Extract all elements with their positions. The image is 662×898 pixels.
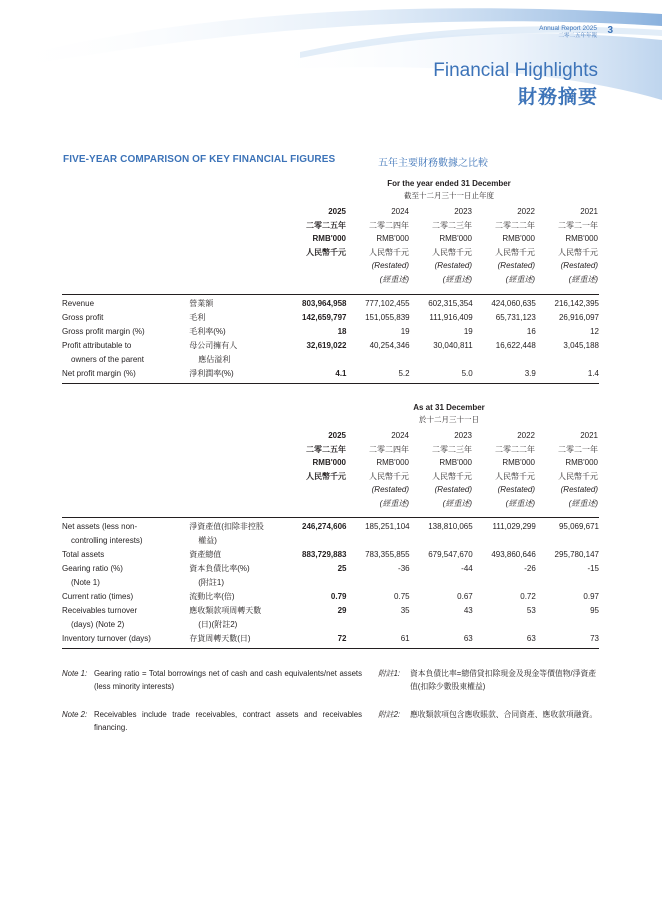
row-label-zh <box>189 339 297 367</box>
cell-2023: 43 <box>463 606 473 615</box>
column-header-restated-zh: (經重述) <box>379 498 409 508</box>
row-label-en-line2: (Note 1) <box>71 578 100 587</box>
cell-2021: 95 <box>590 606 599 615</box>
column-header-2024 <box>369 429 409 511</box>
cell-2021: 0.97 <box>583 592 599 601</box>
cell-2021: 26,916,097 <box>558 313 599 322</box>
cell-2022: 3.9 <box>473 367 536 384</box>
row-label-zh-line1: 應收類款項周轉天數 <box>189 606 262 615</box>
cell-2022: 16,622,448 <box>495 341 536 350</box>
row-label-en-line1: Revenue <box>62 299 95 308</box>
column-header-unit-zh: 人民幣千元 <box>558 247 598 257</box>
row-label-zh <box>189 325 297 339</box>
row-label-en <box>62 311 189 325</box>
cell-2022: 63 <box>473 632 536 649</box>
cell-2023: 0.67 <box>457 592 473 601</box>
row-label-en <box>62 548 189 562</box>
column-header-years: 2023 <box>454 207 472 216</box>
cell-2021: 1.4 <box>536 367 599 384</box>
cell-2024: 19 <box>400 327 410 336</box>
row-label-zh-line1: 淨利潤率(%) <box>189 369 234 378</box>
note-2-text-en: Receivables include trade receivables, contract assets and receivables financing. <box>94 710 362 732</box>
column-header-unit-zh: 人民幣千元 <box>495 247 535 257</box>
table-row <box>62 604 599 632</box>
table-row <box>62 562 599 590</box>
row-label-en-line1: Receivables turnover <box>62 606 138 615</box>
row-label-en-line1: Inventory turnover (days) <box>62 634 151 643</box>
row-label-en <box>62 590 189 604</box>
blank <box>306 483 346 497</box>
section-title-en: FIVE-YEAR COMPARISON OF KEY FINANCIAL FIGURES <box>63 154 336 165</box>
blank <box>306 273 346 287</box>
cell-2021: -15 <box>587 564 599 573</box>
column-header-unit-en: RMB'000 <box>376 458 409 468</box>
cell-2021: 95,069,671 <box>536 518 599 549</box>
row-label-en-line1: Total assets <box>62 550 105 559</box>
column-header-unit-en: RMB'000 <box>565 234 598 244</box>
column-header-unit-en: RMB'000 <box>312 458 346 468</box>
column-header-years-zh: 二零二五年 <box>306 220 346 230</box>
table-row <box>62 590 599 604</box>
cell-2025: 32,619,022 <box>306 341 347 350</box>
cell-2025: 883,729,883 <box>302 550 347 559</box>
report-name-en: Annual Report 2025 <box>539 25 597 32</box>
column-header-unit-en: RMB'000 <box>376 234 409 244</box>
column-header-restated-zh: (經重述) <box>568 274 598 284</box>
note-1-label-zh: 附註1: <box>378 669 401 678</box>
cell-2025: 803,964,958 <box>297 295 346 312</box>
cell-2023: 679,547,670 <box>428 550 473 559</box>
cell-2022: 424,060,635 <box>473 295 536 312</box>
cell-2023: 5.0 <box>410 367 473 384</box>
row-label-zh-line2: 應佔溢利 <box>198 355 231 364</box>
row-label-en-line1: Net assets (less non- <box>62 522 138 531</box>
page-number: 3 <box>607 25 613 36</box>
note-1-text-en: Gearing ratio = Total borrowings net of cash and cash equivalents/net assets (less minority interests) <box>94 669 362 691</box>
row-label-en-line1: Net profit margin (%) <box>62 369 136 378</box>
row-label-zh-line2: (日)(附註2) <box>198 620 238 629</box>
column-header-years-zh: 二零二四年 <box>369 220 409 230</box>
row-label-zh <box>189 590 297 604</box>
column-header-years: 2021 <box>580 431 598 440</box>
cell-2024: 151,055,839 <box>365 313 410 322</box>
row-label-zh-line1: 流動比率(倍) <box>189 592 235 601</box>
cell-2023: 63 <box>410 632 473 649</box>
row-label-en-line2: controlling interests) <box>71 536 143 545</box>
row-label-en <box>62 295 189 312</box>
column-header-unit-zh: 人民幣千元 <box>495 471 535 481</box>
cell-2021: 73 <box>536 632 599 649</box>
column-header-2021 <box>558 205 598 287</box>
row-label-zh-line1: 母公司擁有人 <box>189 341 238 350</box>
column-header-unit-zh: 人民幣千元 <box>369 247 409 257</box>
column-header-unit-zh: 人民幣千元 <box>369 471 409 481</box>
cell-2025: 4.1 <box>297 367 346 384</box>
column-header-unit-en: RMB'000 <box>312 234 346 244</box>
report-name <box>539 25 597 40</box>
row-label-en-line1: Gross profit margin (%) <box>62 327 145 336</box>
cell-2024: 40,254,346 <box>369 341 410 350</box>
table2-balance-figures <box>62 517 599 649</box>
cell-2025: 72 <box>297 632 346 649</box>
cell-2022: 65,731,123 <box>495 313 536 322</box>
table1-period-zh: 截至十二月三十一日止年度 <box>404 191 494 200</box>
column-header-years-zh: 二零二三年 <box>432 220 472 230</box>
table2-period-en: As at 31 December <box>413 403 485 412</box>
cell-2022: -26 <box>524 564 536 573</box>
row-label-en-line1: Current ratio (times) <box>62 592 134 601</box>
table-row <box>62 518 599 549</box>
blank <box>306 259 346 273</box>
table-row <box>62 632 599 649</box>
column-header-years-zh: 二零二一年 <box>558 220 598 230</box>
row-label-en-line2: (days) (Note 2) <box>71 620 125 629</box>
table-row <box>62 548 599 562</box>
report-name-zh: 二零二五年年報 <box>558 33 597 39</box>
table-row <box>62 339 599 367</box>
column-header-2021 <box>558 429 598 511</box>
column-header-restated-en: (Restated) <box>560 485 598 495</box>
column-header-unit-en: RMB'000 <box>565 458 598 468</box>
note-2-label-en: Note 2: <box>62 710 88 719</box>
row-label-en <box>62 339 189 367</box>
section-title-zh: 五年主要財務數據之比較 <box>378 158 488 169</box>
cell-2021: 3,045,188 <box>563 341 599 350</box>
column-header-restated-en: (Restated) <box>497 485 535 495</box>
column-header-restated-zh: (經重述) <box>568 498 598 508</box>
note-1-text-zh: 資本負債比率=總借貸扣除現金及現金等價值物/淨資產值(扣除少數股東權益) <box>410 669 597 691</box>
column-header-2022 <box>495 429 535 511</box>
column-header-years: 2025 <box>328 431 346 440</box>
table-row <box>62 295 599 312</box>
row-label-zh <box>189 632 297 649</box>
cell-2024: 777,102,455 <box>347 295 410 312</box>
cell-2025: 18 <box>337 327 347 336</box>
row-label-en-line2: owners of the parent <box>71 355 144 364</box>
column-header-restated-en: (Restated) <box>371 261 409 271</box>
row-label-zh-line1: 毛利率(%) <box>189 327 226 336</box>
cell-2022: 0.72 <box>520 592 536 601</box>
column-header-unit-zh: 人民幣千元 <box>432 247 472 257</box>
row-label-zh-line1: 存貨周轉天數(日) <box>189 634 251 643</box>
cell-2022: 53 <box>526 606 536 615</box>
column-header-years-zh: 二零二五年 <box>306 444 346 454</box>
row-label-en <box>62 604 189 632</box>
row-label-zh <box>189 311 297 325</box>
column-header-unit-en: RMB'000 <box>439 234 472 244</box>
table2-period-zh: 於十二月三十一日 <box>419 415 479 424</box>
cell-2024: -36 <box>398 564 410 573</box>
cell-2025: 29 <box>337 606 347 615</box>
row-label-zh-line1: 淨資產值(扣除非控股 <box>189 522 264 531</box>
column-header-years: 2021 <box>580 207 598 216</box>
column-header-restated-en: (Restated) <box>497 261 535 271</box>
row-label-zh <box>189 548 297 562</box>
column-header-2022 <box>495 205 535 287</box>
column-header-years: 2025 <box>328 207 346 216</box>
cell-2021: 295,780,147 <box>554 550 599 559</box>
column-header-restated-zh: (經重述) <box>379 274 409 284</box>
column-header-restated-en: (Restated) <box>434 485 472 495</box>
cell-2021: 12 <box>590 327 599 336</box>
row-label-zh <box>189 295 297 312</box>
column-header-restated-en: (Restated) <box>560 261 598 271</box>
cell-2023: 111,916,409 <box>429 313 473 322</box>
column-header-years: 2022 <box>517 207 535 216</box>
table-row <box>62 367 599 384</box>
column-header-years: 2024 <box>391 431 409 440</box>
column-header-years: 2022 <box>517 431 535 440</box>
cell-2025: 25 <box>337 564 347 573</box>
row-label-zh <box>189 367 297 384</box>
row-label-en <box>62 518 189 549</box>
cell-2023: 602,315,354 <box>410 295 473 312</box>
table1-period <box>296 178 602 202</box>
row-label-en <box>62 562 189 590</box>
column-header-years-zh: 二零二三年 <box>432 444 472 454</box>
table-row <box>62 325 599 339</box>
row-label-en-line1: Gross profit <box>62 313 104 322</box>
column-header-unit-en: RMB'000 <box>439 458 472 468</box>
column-header-restated-zh: (經重述) <box>442 498 472 508</box>
row-label-en-line1: Profit attributable to <box>62 341 132 350</box>
cell-2024: 783,355,855 <box>365 550 410 559</box>
cell-2022: 16 <box>526 327 536 336</box>
column-header-restated-zh: (經重述) <box>505 274 535 284</box>
cell-2024: 35 <box>400 606 410 615</box>
column-header-unit-en: RMB'000 <box>502 458 535 468</box>
row-label-zh-line1: 資本負債比率(%) <box>189 564 250 573</box>
cell-2022: 493,860,646 <box>491 550 536 559</box>
cell-2025: 142,659,797 <box>302 313 347 322</box>
column-header-2025 <box>306 205 346 287</box>
table2-period <box>296 402 602 426</box>
cell-2023: -44 <box>461 564 473 573</box>
column-header-2024 <box>369 205 409 287</box>
column-header-years-zh: 二零二一年 <box>558 444 598 454</box>
cell-2023: 138,810,065 <box>410 518 473 549</box>
column-header-unit-zh: 人民幣千元 <box>306 471 346 481</box>
note-2-text-zh: 應收類款項包含應收賬款、合同資產、應收款項融資。 <box>410 710 598 719</box>
row-label-zh-line2: (附註1) <box>198 578 225 587</box>
column-header-years: 2024 <box>391 207 409 216</box>
blank <box>306 497 346 511</box>
column-header-unit-zh: 人民幣千元 <box>306 247 346 257</box>
column-header-years: 2023 <box>454 431 472 440</box>
note-2-label-zh: 附註2: <box>378 710 401 719</box>
table1-income-figures <box>62 294 599 384</box>
column-header-years-zh: 二零二二年 <box>495 220 535 230</box>
cell-2023: 19 <box>463 327 473 336</box>
row-label-en-line1: Gearing ratio (%) <box>62 564 123 573</box>
cell-2025: 0.79 <box>330 592 347 601</box>
table-row <box>62 311 599 325</box>
cell-2025: 246,274,606 <box>297 518 346 549</box>
column-header-restated-zh: (經重述) <box>442 274 472 284</box>
page-title-zh: 財務摘要 <box>517 87 598 108</box>
page-title-en: Financial Highlights <box>433 60 598 81</box>
cell-2024: 185,251,104 <box>347 518 410 549</box>
row-label-en <box>62 632 189 649</box>
column-header-years-zh: 二零二四年 <box>369 444 409 454</box>
column-header-2025 <box>306 429 346 511</box>
cell-2023: 30,040,811 <box>433 341 473 350</box>
column-header-unit-zh: 人民幣千元 <box>558 471 598 481</box>
row-label-zh-line1: 營業額 <box>189 299 214 308</box>
column-header-restated-en: (Restated) <box>371 485 409 495</box>
column-header-years-zh: 二零二二年 <box>495 444 535 454</box>
column-header-unit-zh: 人民幣千元 <box>432 471 472 481</box>
row-label-zh <box>189 562 297 590</box>
column-header-restated-en: (Restated) <box>434 261 472 271</box>
cell-2024: 5.2 <box>347 367 410 384</box>
row-label-zh-line1: 毛利 <box>189 313 206 322</box>
row-label-en <box>62 367 189 384</box>
column-header-2023 <box>432 429 472 511</box>
column-header-restated-zh: (經重述) <box>505 498 535 508</box>
cell-2024: 61 <box>347 632 410 649</box>
cell-2021: 216,142,395 <box>536 295 599 312</box>
column-header-2023 <box>432 205 472 287</box>
cell-2022: 111,029,299 <box>473 518 536 549</box>
note-1-label-en: Note 1: <box>62 669 88 678</box>
row-label-zh <box>189 518 297 549</box>
row-label-zh-line1: 資產總值 <box>189 550 222 559</box>
column-header-unit-en: RMB'000 <box>502 234 535 244</box>
row-label-zh <box>189 604 297 632</box>
table1-period-en: For the year ended 31 December <box>387 179 511 188</box>
row-label-en <box>62 325 189 339</box>
row-label-zh-line2: 權益) <box>198 536 217 545</box>
cell-2024: 0.75 <box>394 592 410 601</box>
